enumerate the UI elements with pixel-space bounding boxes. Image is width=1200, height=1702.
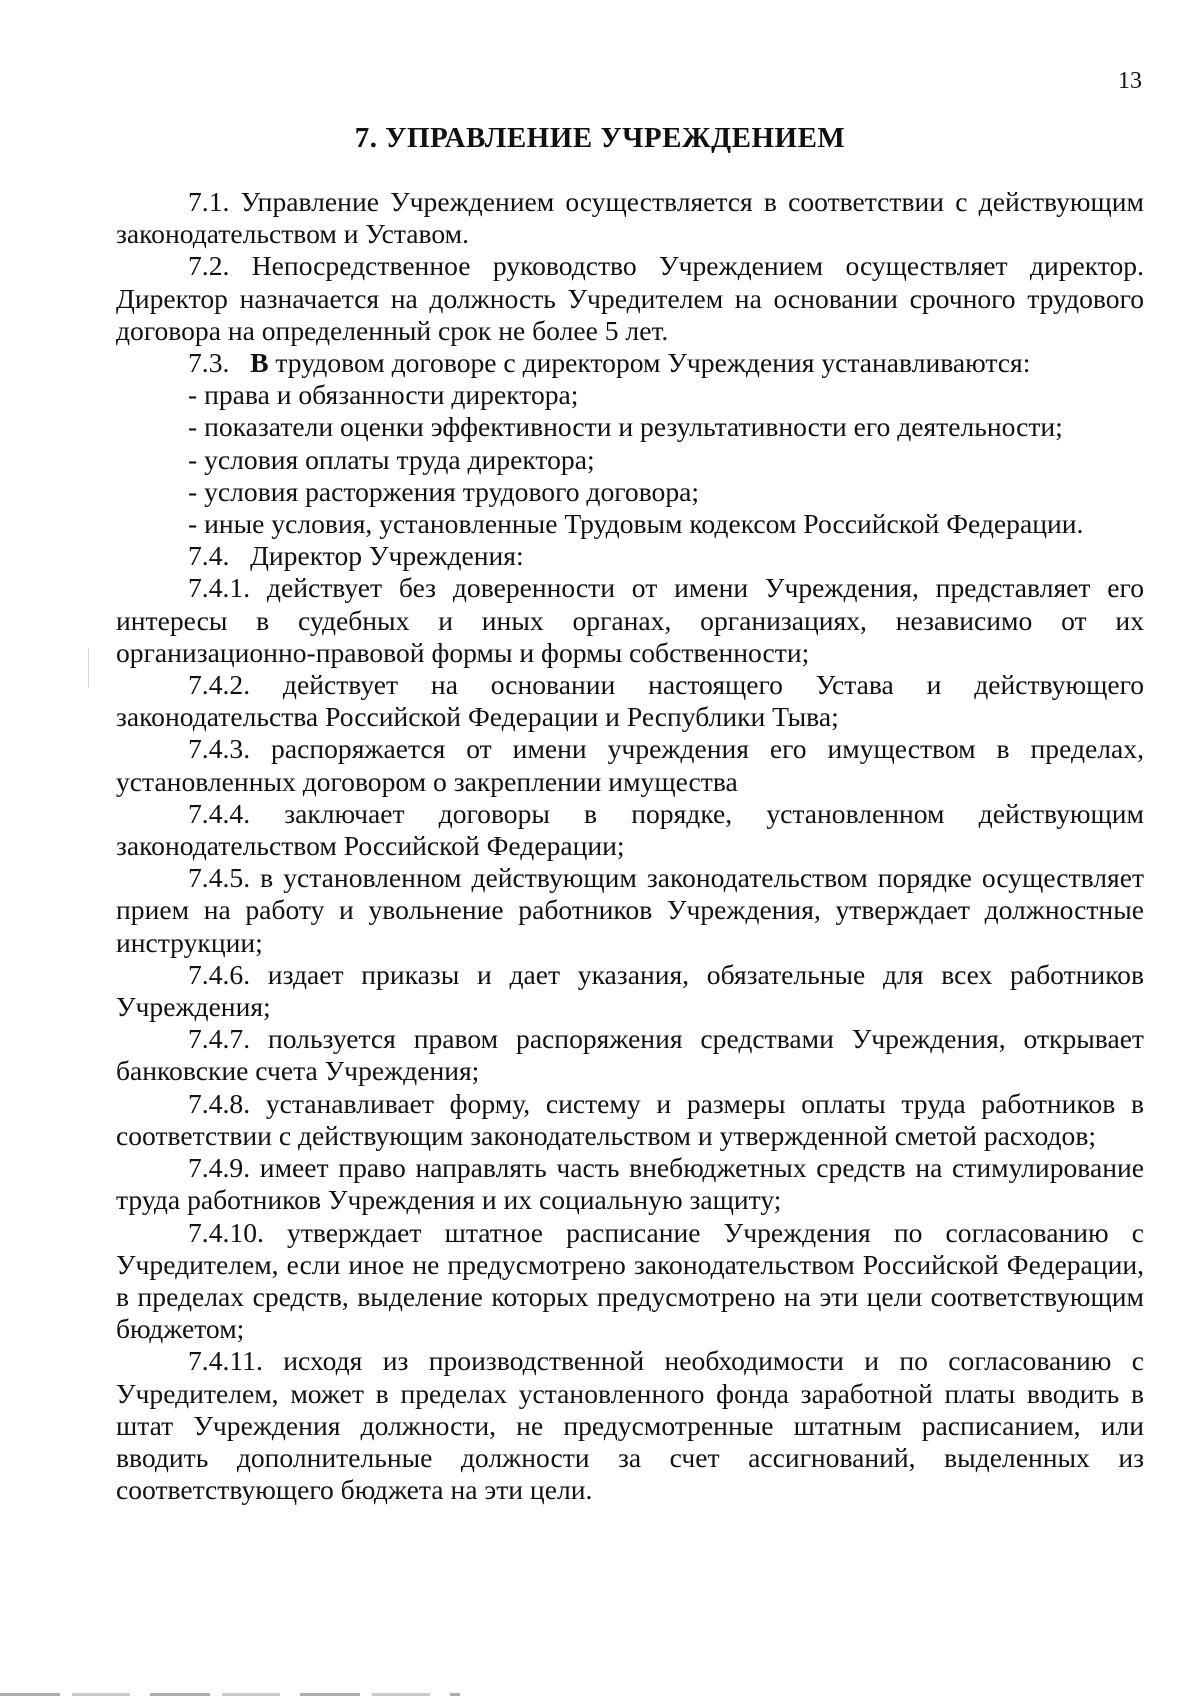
page-number: 13 [1118, 68, 1142, 94]
document-body [116, 186, 1144, 1506]
list-item: - условия расторжения трудового договора; [188, 475, 700, 507]
paragraph-7-4-11: 7.4.11. исходя из производственной необходимости и по согласованию с Учредителем, может в пределах установленного фонда заработной платы вводить в штат Учреждения должности, не предусмотренные штатным расписанием, или вводить дополнительные должности за счет ассигнований, выделенных из соответствующего бюджета на эти цели. [116, 1345, 1144, 1506]
paragraph-7-4-8: 7.4.8. устанавливает форму, систему и размеры оплаты труда работников в соответствии с действующим законодательством и утвержденной сметой расходов; [116, 1087, 1144, 1151]
paragraph-7-1: 7.1. Управление Учреждением осуществляется в соответствии с действующим законодательством и Уставом. [116, 186, 1144, 250]
paragraph-7-3-number: 7.3. [188, 347, 251, 379]
paragraph-7-4-2: 7.4.2. действует на основании настоящего Устава и действующего законодательства Российской Федерации и Республики Тыва; [116, 669, 1144, 733]
paragraph-7-3-text: трудовом договоре с директором Учреждения устанавливаются: [268, 347, 1031, 379]
list-item: - показатели оценки эффективности и результативности его деятельности; [188, 411, 1063, 443]
paragraph-7-4-5: 7.4.5. в установленном действующим законодательством порядке осуществляет прием на работу и увольнение работников Учреждения, утверждает должностные инструкции; [116, 862, 1144, 958]
paragraph-7-4-3: 7.4.3. распоряжается от имени учреждения его имуществом в пределах, установленных договором о закреплении имущества [116, 733, 1144, 797]
paragraph-7-4-4: 7.4.4. заключает договоры в порядке, установленном действующим законодательством Российской Федерации; [116, 797, 1144, 862]
paragraph-7-4-10: 7.4.10. утверждает штатное расписание Учреждения по согласованию с Учредителем, если иное не предусмотрено законодательством Российской Федерации, в пределах средств, выделение которых предусмотрено на эти цели соответствующим бюджетом; [116, 1216, 1144, 1345]
paragraph-7-2: 7.2. Непосредственное руководство Учреждением осуществляет директор. Директор назначается на должность Учредителем на основании срочного трудового договора на определенный срок не более 5 лет. [116, 250, 1144, 346]
paragraph-7-3-bold-lead: В [250, 347, 269, 379]
paragraph-7-4-9: 7.4.9. имеет право направлять часть внебюджетных средств на стимулирование труда работников Учреждения и их социальную защиту; [116, 1152, 1144, 1216]
paragraph-7-4-6: 7.4.6. издает приказы и дает указания, обязательные для всех работников Учреждения; [116, 958, 1144, 1023]
list-item: - права и обязанности директора; [188, 379, 579, 411]
list-item: - условия оплаты труда директора; [188, 443, 595, 475]
section-title: 7. УПРАВЛЕНИЕ УЧРЕЖДЕНИЕМ [354, 122, 846, 154]
paragraph-7-4: 7.4. Директор Учреждения: [188, 540, 524, 572]
paragraph-7-4-1: 7.4.1. действует без доверенности от имени Учреждения, представляет его интересы в судебных и иных органах, организациях, независимо от их организационно-правовой формы и формы собственности; [116, 572, 1144, 668]
list-item: - иные условия, установленные Трудовым кодексом Российской Федерации. [188, 508, 1084, 540]
scan-mark [88, 648, 89, 688]
paragraph-7-4-7: 7.4.7. пользуется правом распоряжения средствами Учреждения, открывает банковские счета Учреждения; [116, 1023, 1144, 1087]
paragraph-7-3 [116, 347, 1144, 379]
scan-edge-artifact [0, 1693, 460, 1696]
